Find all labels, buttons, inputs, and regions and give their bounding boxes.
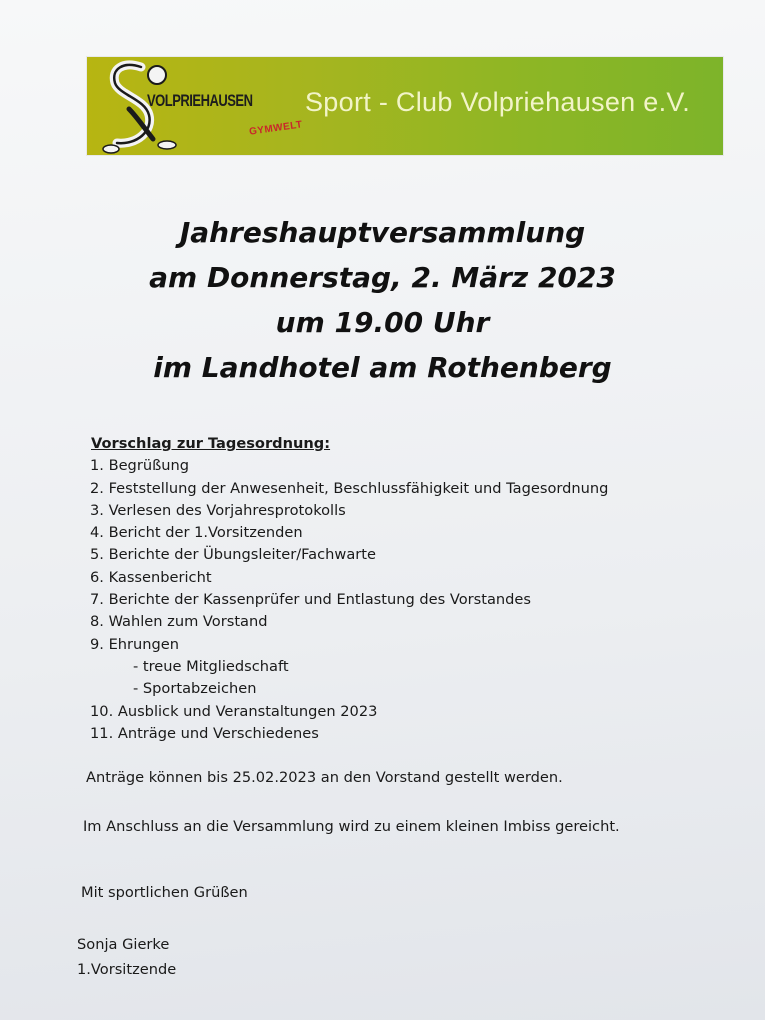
closing-greeting: Mit sportlichen Grüßen [81,884,248,901]
agenda-subitem: - Sportabzeichen [133,680,257,698]
heading-line-title: Jahreshauptversammlung [179,216,586,249]
agenda-item: 10. Ausblick und Veranstaltungen 2023 [90,702,378,720]
agenda-item: 8. Wahlen zum Vorstand [90,613,268,631]
logo-wordmark: VOLPRIEHAUSEN [147,91,253,110]
deadline-note: Anträge können bis 25.02.2023 an den Vorstand gestellt werden. [86,769,563,786]
agenda-subitem: - treue Mitgliedschaft [133,657,289,675]
signer-name: Sonja Gierke [77,936,170,953]
agenda-title: Vorschlag zur Tagesordnung: [91,435,331,452]
heading-line-location: im Landhotel am Rothenberg [153,351,612,384]
club-banner [87,57,723,155]
agenda-item: 2. Feststellung der Anwesenheit, Beschlussfähigkeit und Tagesordnung [90,479,609,497]
event-heading [0,210,765,390]
agenda-section [90,433,608,745]
club-name: Sport - Club Volpriehausen e.V. [305,87,691,117]
signature-block [77,932,176,982]
agenda-item: 4. Bericht der 1.Vorsitzenden [90,524,303,542]
agenda-list [90,455,608,745]
gymwelt-badge: GYMWELT [248,119,304,138]
agenda-item: 5. Berichte der Übungsleiter/Fachwarte [90,546,376,564]
heading-line-date: am Donnerstag, 2. März 2023 [149,261,616,294]
agenda-item: 11. Anträge und Verschiedenes [90,724,319,742]
snack-note: Im Anschluss an die Versammlung wird zu einem kleinen Imbiss gereicht. [83,818,620,835]
signer-role: 1.Vorsitzende [77,961,177,978]
agenda-item: 6. Kassenbericht [90,568,212,586]
agenda-item: 7. Berichte der Kassenprüfer und Entlastung des Vorstandes [90,591,532,609]
agenda-item: 1. Begrüßung [90,457,190,475]
heading-line-time: um 19.00 Uhr [275,306,490,339]
agenda-item: 3. Verlesen des Vorjahresprotokolls [90,501,346,519]
agenda-item: 9. Ehrungen [90,635,180,653]
